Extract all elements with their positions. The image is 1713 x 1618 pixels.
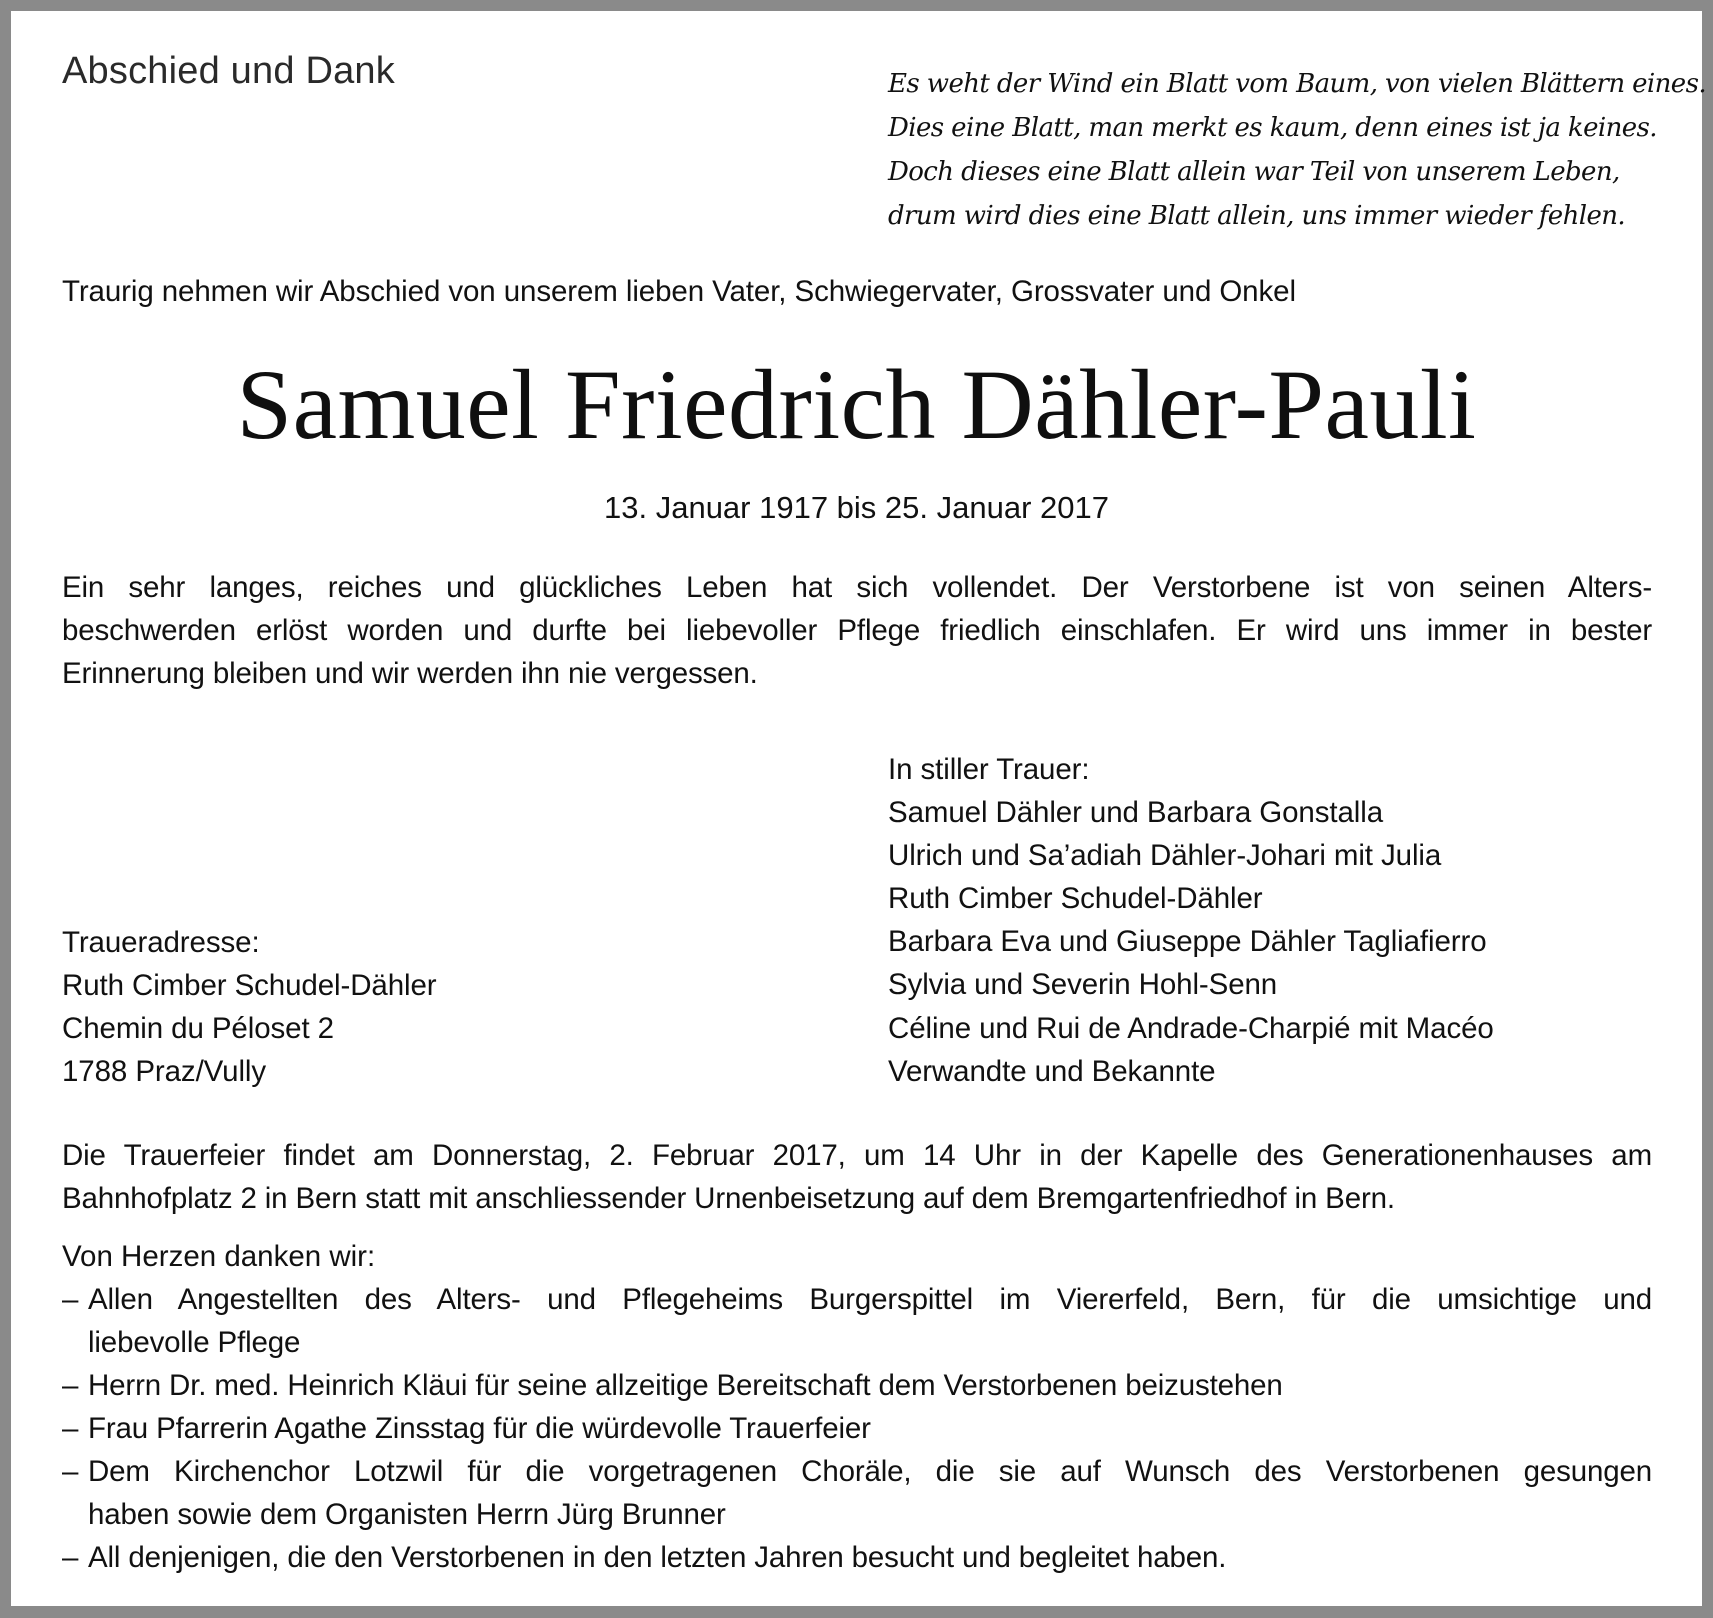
mourner-name: Verwandte und Bekannte [888, 1054, 1216, 1088]
poem-line: Doch dieses eine Blatt allein war Teil von unserem Leben, [888, 157, 1620, 187]
mourner-name: Samuel Dähler und Barbara Gonstalla [888, 796, 1384, 830]
mourners-heading: In stiller Trauer: [888, 753, 1090, 786]
thanks-item [62, 1536, 1652, 1579]
thanks-item [62, 1278, 1652, 1364]
thanks-item [62, 1407, 1652, 1450]
mourner-name: Céline und Rui de Andrade-Charpié mit Macéo [888, 1011, 1494, 1045]
thanks-item [62, 1450, 1652, 1536]
address-line: 1788 Praz/Vully [62, 1055, 267, 1089]
header-title: Abschied und Dank [62, 50, 395, 92]
poem-line: drum wird dies eine Blatt allein, uns immer wieder fehlen. [888, 201, 1626, 231]
thanks-list [62, 1278, 1652, 1579]
address-line: Chemin du Péloset 2 [62, 1012, 334, 1046]
thanks-line: Allen Angestellten des Alters- und Pflegeheims Burgerspittel im Viererfeld, Bern, für die umsichtige und [88, 1283, 1652, 1316]
tribute-paragraph [62, 566, 1652, 695]
mourner-name: Barbara Eva und Giuseppe Dähler Tagliafierro [888, 925, 1487, 959]
dash-bullet: – [62, 1283, 79, 1316]
thanks-line: Dem Kirchenchor Lotzwil für die vorgetragenen Choräle, die sie auf Wunsch des Verstorbenen gesungen [88, 1455, 1652, 1488]
dash-bullet: – [62, 1369, 79, 1402]
mourning-address [62, 921, 437, 1093]
address-line: Ruth Cimber Schudel-Dähler [62, 969, 437, 1003]
mourner-name: Sylvia und Severin Hohl-Senn [888, 968, 1278, 1002]
tribute-line: Ein sehr langes, reiches und glückliches Leben hat sich vollendet. Der Verstorbene ist von seinen Alters- [62, 571, 1652, 604]
poem-line: Es weht der Wind ein Blatt vom Baum, von vielen Blättern eines. [888, 69, 1706, 99]
thanks-heading: Von Herzen danken wir: [62, 1240, 376, 1273]
mourner-name: Ulrich und Sa’adiah Dähler-Johari mit Julia [888, 839, 1442, 873]
dash-bullet: – [62, 1412, 79, 1445]
dash-bullet: – [62, 1455, 79, 1488]
mourner-name: Ruth Cimber Schudel-Dähler [888, 882, 1263, 916]
dash-bullet: – [62, 1541, 79, 1574]
thanks-item [62, 1364, 1652, 1407]
deceased-name: Samuel Friedrich Dähler-Pauli [236, 349, 1477, 460]
poem-line: Dies eine Blatt, man merkt es kaum, denn eines ist ja keines. [888, 113, 1657, 143]
mourners-list [888, 748, 1494, 1093]
intro-text: Traurig nehmen wir Abschied von unserem lieben Vater, Schwiegervater, Grossvater und Onkel [62, 275, 1296, 308]
thanks-line: Herrn Dr. med. Heinrich Kläui für seine allzeitige Bereitschaft dem Verstorbenen beizustehen [88, 1369, 1283, 1402]
ceremony-paragraph [62, 1134, 1652, 1220]
tribute-line: Erinnerung bleiben und wir werden ihn nie vergessen. [62, 657, 758, 690]
poem [888, 62, 1706, 238]
address-heading: Traueradresse: [62, 926, 260, 959]
thanks-line: liebevolle Pflege [88, 1326, 301, 1359]
thanks-line: All denjenigen, die den Verstorbenen in den letzten Jahren besucht und begleitet haben. [88, 1541, 1227, 1574]
thanks-line: Frau Pfarrerin Agathe Zinsstag für die würdevolle Trauerfeier [88, 1412, 871, 1445]
ceremony-line: Bahnhofplatz 2 in Bern statt mit anschliessender Urnenbeisetzung auf dem Bremgartenfriedhof in Bern. [62, 1182, 1395, 1215]
ceremony-line: Die Trauerfeier findet am Donnerstag, 2. Februar 2017, um 14 Uhr in der Kapelle des Generationenhauses am [62, 1139, 1652, 1172]
thanks-line: haben sowie dem Organisten Herrn Jürg Brunner [88, 1498, 726, 1531]
tribute-line: beschwerden erlöst worden und durfte bei liebevoller Pflege friedlich einschlafen. Er wird uns immer in bester [62, 614, 1652, 647]
life-dates: 13. Januar 1917 bis 25. Januar 2017 [604, 490, 1109, 525]
